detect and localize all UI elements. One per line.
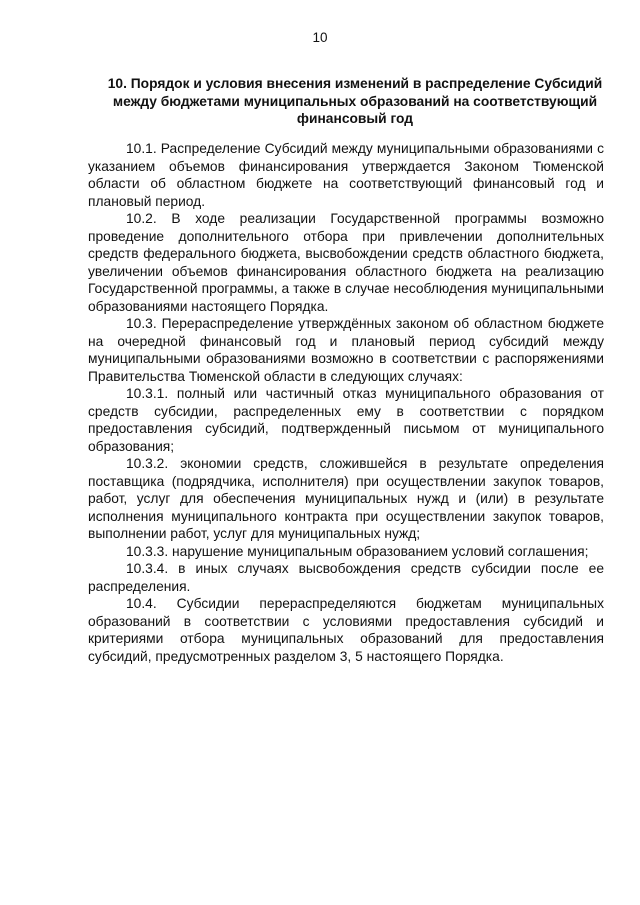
paragraph-10-1: 10.1. Распределение Субсидий между муниципальными образованиями с указанием объемов финансирования утверждается Законом Тюменской области об областном бюджете на соответствующий финансовый год и плановый период. [88, 141, 604, 209]
paragraph-10-4: 10.4. Субсидии перераспределяются бюджетам муниципальных образований в соответствии с условиями предоставления субсидий и критериями отбора муниципальных образований для предоставления субсидий, предусмотренных разделом 3, 5 настоящего Порядка. [88, 596, 604, 664]
paragraph-10-3-1: 10.3.1. полный или частичный отказ муниципального образования от средств субсидии, распределенных ему в соответствии с порядком предоставления субсидий, подтвержденный письмом от муниципального образования; [88, 386, 604, 454]
paragraph-10-3-3: 10.3.3. нарушение муниципальным образованием условий соглашения; [126, 543, 589, 559]
paragraph-10-3: 10.3. Перераспределение утверждённых законом об областном бюджете на очередной финансовый год и плановый период субсидий между муниципальными образованиями возможно в соответствии с распоряжениями Правительства Тюменской области в следующих случаях: [88, 316, 604, 384]
paragraph-10-2: 10.2. В ходе реализации Государственной программы возможно проведение дополнительного отбора при привлечении дополнительных средств федерального бюджета, высвобождении средств областного бюджета, увеличении объемов финансирования областного бюджета на реализацию Государственной программы, а также в случае несоблюдения муниципальными образованиями настоящего Порядка. [88, 211, 604, 314]
document-body [88, 140, 604, 665]
page-number: 10 [312, 30, 328, 45]
paragraph-10-3-4: 10.3.4. в иных случаях высвобождения средств субсидии после ее распределения. [88, 561, 604, 594]
section-title: 10. Порядок и условия внесения изменений в распределение Субсидий между бюджетами муниципальных образований на соответствующий финансовый год [107, 76, 603, 126]
paragraph-10-3-2: 10.3.2. экономии средств, сложившейся в результате определения поставщика (подрядчика, исполнителя) при осуществлении закупок товаров, работ, услуг для обеспечения муниципальных нужд и (или) в результате исполнения муниципального контракта при осуществлении закупок товаров, выполнении работ, услуг для муниципальных нужд; [88, 456, 604, 541]
